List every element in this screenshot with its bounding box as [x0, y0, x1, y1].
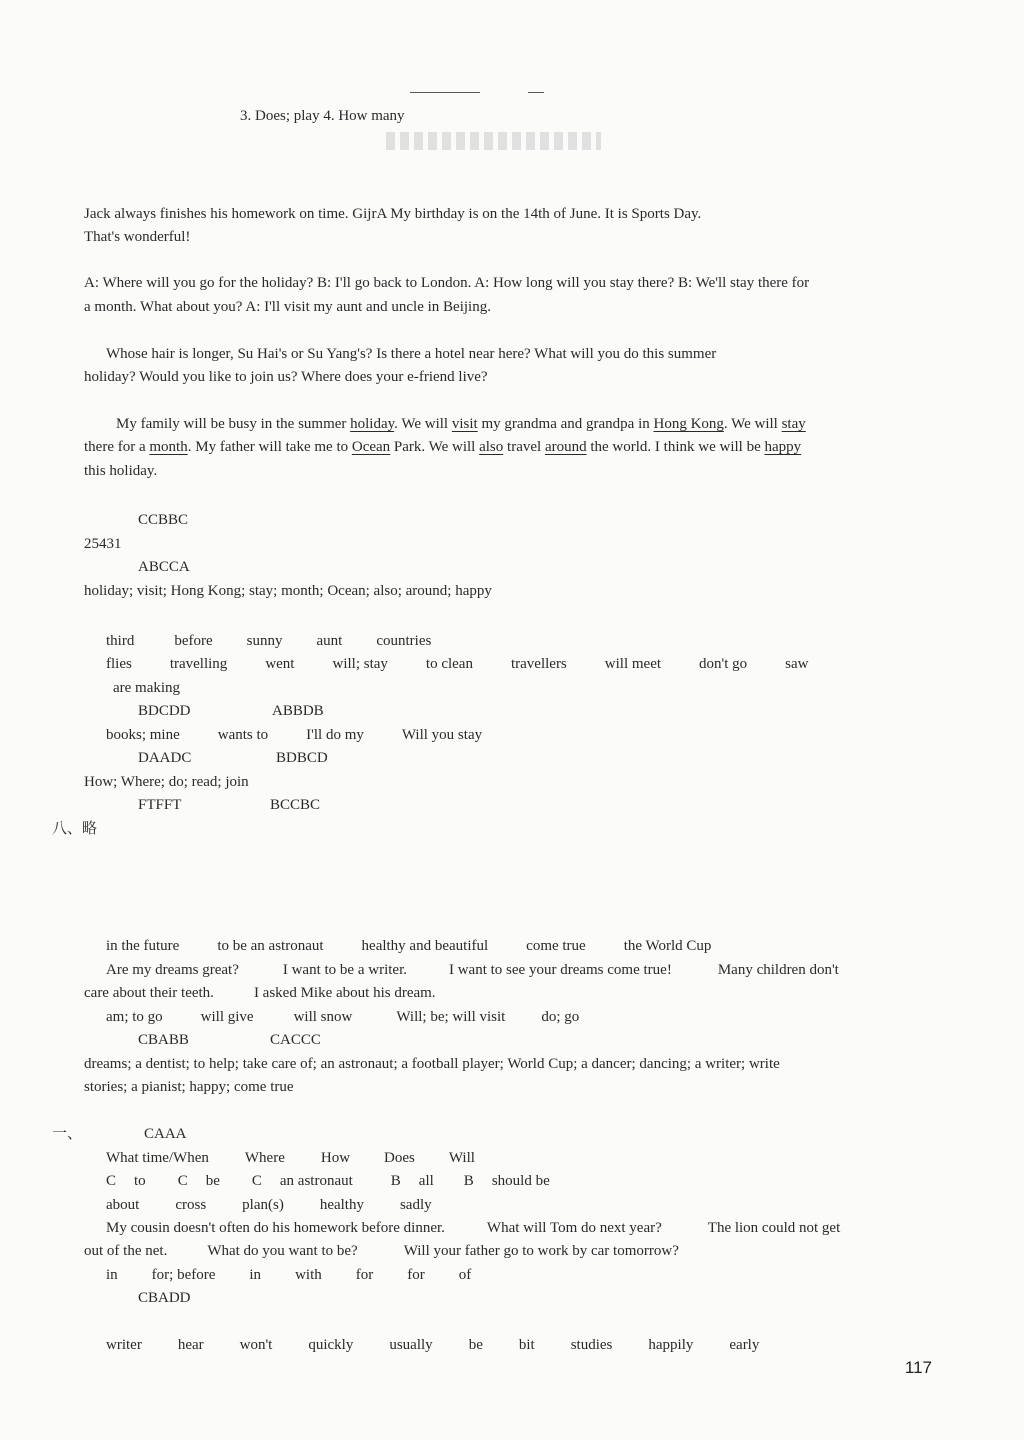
passage-line: My family will be busy in the summer holiday. We will visit my grandma and grandpa in Hong Kong. We will stay	[116, 416, 806, 432]
passage-line: there for a month. My father will take me to Ocean Park. We will also travel around the world. I think we will be happy	[84, 439, 802, 455]
blank-answer: visit	[451, 416, 478, 432]
answer-line: about cross plan(s) healthy sadly	[106, 1197, 432, 1213]
answer-line: ABBDB	[272, 703, 324, 719]
answer-line: Are my dreams great? I want to be a writer. I want to see your dreams come true! Many children don't	[106, 962, 839, 978]
header-rule	[410, 92, 480, 93]
answer-line: 一、 CAAA	[52, 1126, 187, 1142]
answer-line: in for; before in with for for of	[106, 1267, 472, 1283]
answer-line: DAADC	[138, 750, 192, 766]
answer-line: writer hear won't quickly usually be bit studies happily early	[106, 1337, 760, 1353]
blank-answer: around	[544, 439, 587, 455]
answer-line: dreams; a dentist; to help; take care of; an astronaut; a football player; World Cup; a dancer; dancing; a writer; write	[84, 1056, 780, 1072]
answer-line: a month. What about you? A: I'll visit my aunt and uncle in Beijing.	[84, 299, 491, 315]
page-number: 117	[904, 1358, 932, 1377]
answer-line: BDCDD	[138, 703, 191, 719]
answer-line: stories; a pianist; happy; come true	[84, 1079, 294, 1095]
answer-line: CCBBC	[138, 512, 189, 528]
answer-line: ABCCA	[138, 559, 190, 575]
blank-answer: Hong Kong	[653, 416, 724, 432]
answer-line: 八、略	[52, 821, 98, 837]
answer-line: holiday; visit; Hong Kong; stay; month; Ocean; also; around; happy	[84, 583, 492, 599]
running-header	[270, 18, 790, 40]
answer-line: CBABB	[138, 1032, 189, 1048]
answer-line: out of the net. What do you want to be? Will your father go to work by car tomorrow?	[84, 1243, 679, 1259]
answer-line: Whose hair is longer, Su Hai's or Su Yang's? Is there a hotel near here? What will you do this summer	[106, 346, 717, 362]
answer-line: A: Where will you go for the holiday? B: I'll go back to London. A: How long will you stay there? B: We'll stay there for	[84, 275, 810, 291]
answer-line: third before sunny aunt countries	[106, 633, 432, 649]
answer-line: CBADD	[138, 1290, 191, 1306]
blank-answer: Ocean	[351, 439, 391, 455]
blank-answer: happy	[764, 439, 802, 455]
answer-line: How; Where; do; read; join	[84, 774, 249, 790]
passage-line: this holiday.	[84, 463, 158, 479]
answer-line: 25431	[84, 536, 122, 552]
answer-line: BCCBC	[270, 797, 321, 813]
answer-line: CACCC	[270, 1032, 321, 1048]
answer-line: BDBCD	[276, 750, 328, 766]
answer-line: are making	[113, 680, 181, 696]
blank-answer: stay	[781, 416, 806, 432]
answer-line: am; to go will give will snow Will; be; will visit do; go	[106, 1009, 580, 1025]
blank-answer: holiday	[350, 416, 395, 432]
answer-line: in the future to be an astronaut healthy and beautiful come true the World Cup	[106, 938, 712, 954]
section-heading-faded	[386, 132, 601, 150]
answer-line: That's wonderful!	[84, 229, 191, 245]
answer-line: C to C be C an astronaut B all B should be	[106, 1173, 550, 1189]
answer-line: My cousin doesn't often do his homework before dinner. What will Tom do next year? The lion could not get	[106, 1220, 841, 1236]
answer-line: What time/When Where How Does Will	[106, 1150, 475, 1166]
answer-line: FTFFT	[138, 797, 182, 813]
answer-line: care about their teeth. I asked Mike about his dream.	[84, 985, 436, 1001]
answer-line: books; mine wants to I'll do my Will you stay	[106, 727, 483, 743]
blank-answer: also	[479, 439, 504, 455]
answer-line: 3. Does; play 4. How many	[240, 108, 405, 124]
answer-line: Jack always finishes his homework on time. GijrA My birthday is on the 14th of June. It is Sports Day.	[84, 206, 702, 222]
answer-line: flies travelling went will; stay to clean travellers will meet don't go saw	[106, 656, 809, 672]
header-rule-short	[528, 92, 544, 93]
blank-answer: month	[149, 439, 188, 455]
answer-line: holiday? Would you like to join us? Where does your e-friend live?	[84, 369, 488, 385]
